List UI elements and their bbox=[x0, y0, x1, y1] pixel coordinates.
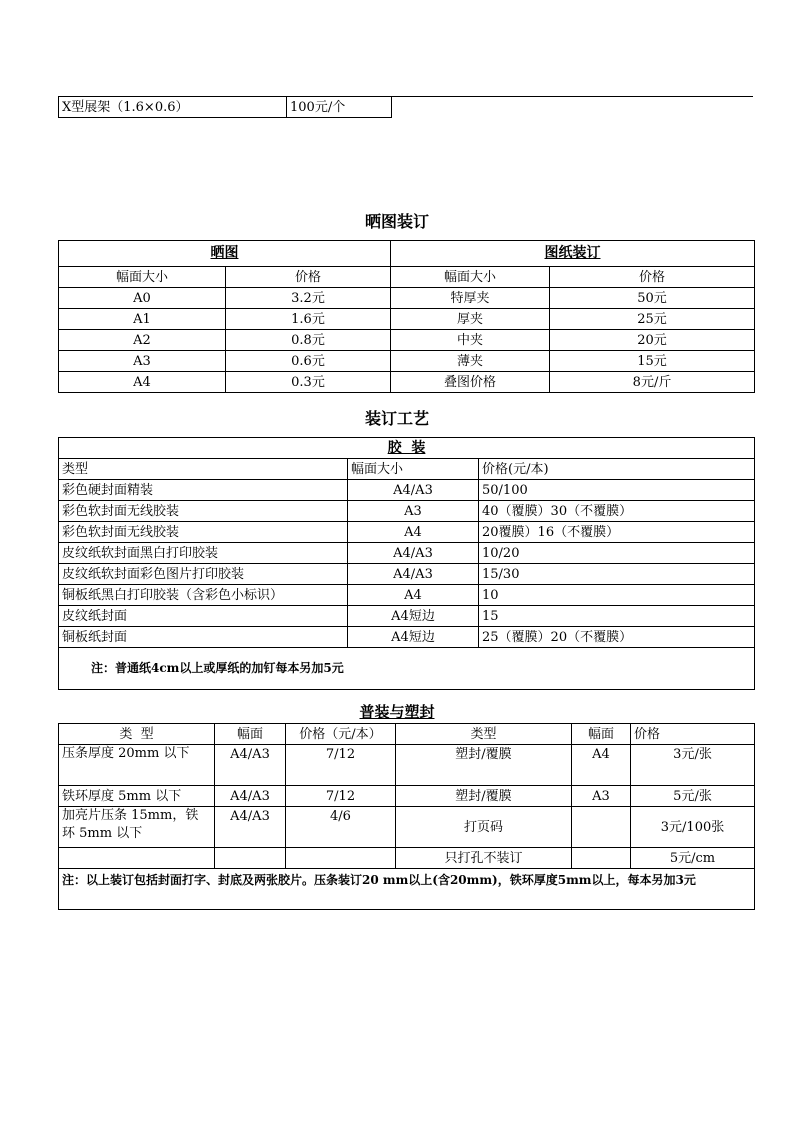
size-cell: A4/A3 bbox=[215, 745, 286, 786]
table-row bbox=[59, 351, 755, 372]
size-cell: A2 bbox=[59, 330, 226, 351]
binding-type-cell: 中夹 bbox=[391, 330, 550, 351]
size-cell: A4短边 bbox=[348, 627, 479, 648]
price-cell: 15/30 bbox=[479, 564, 755, 585]
price-cell: 15 bbox=[479, 606, 755, 627]
type-cell: 塑封/覆膜 bbox=[396, 786, 572, 807]
table-row bbox=[59, 97, 392, 118]
type-cell: 铜板纸黑白打印胶装（含彩色小标识） bbox=[59, 585, 348, 606]
table-row bbox=[59, 267, 755, 288]
top-rule bbox=[390, 96, 753, 97]
type-cell: 皮纹纸软封面彩色图片打印胶装 bbox=[59, 564, 348, 585]
binding-price-cell: 50元 bbox=[550, 288, 755, 309]
table-row bbox=[59, 438, 755, 459]
section-title-general: 普装与塑封 bbox=[359, 703, 435, 721]
col-header: 价格（元/本） bbox=[286, 724, 396, 745]
binding-price-cell: 15元 bbox=[550, 351, 755, 372]
price-cell: 4/6 bbox=[286, 807, 396, 848]
col-header: 类 型 bbox=[59, 724, 215, 745]
table-row bbox=[59, 848, 755, 869]
size-cell: A4短边 bbox=[348, 606, 479, 627]
price-cell: 40（覆膜）30（不覆膜） bbox=[479, 501, 755, 522]
type-cell: 只打孔不装订 bbox=[396, 848, 572, 869]
table-row bbox=[59, 241, 755, 267]
price-cell: 5元/张 bbox=[631, 786, 755, 807]
size-cell: A4 bbox=[348, 522, 479, 543]
size-cell: A0 bbox=[59, 288, 226, 309]
col-header: 价格 bbox=[550, 267, 755, 288]
general-binding-table bbox=[58, 723, 755, 910]
price-cell: 1.6元 bbox=[226, 309, 391, 330]
size-cell: A4/A3 bbox=[348, 480, 479, 501]
price-cell: 3元/100张 bbox=[631, 807, 755, 848]
col-header: 类型 bbox=[396, 724, 572, 745]
col-header: 幅面 bbox=[215, 724, 286, 745]
glue-binding-table bbox=[58, 437, 755, 690]
price-cell: 10/20 bbox=[479, 543, 755, 564]
price-cell: 3.2元 bbox=[226, 288, 391, 309]
table-row bbox=[59, 807, 755, 848]
binding-price-cell: 20元 bbox=[550, 330, 755, 351]
type-cell: 彩色软封面无线胶装 bbox=[59, 522, 348, 543]
price-cell: 25（覆膜）20（不覆膜） bbox=[479, 627, 755, 648]
price-cell: 100元/个 bbox=[287, 97, 392, 118]
table-row bbox=[59, 543, 755, 564]
type-cell: 皮纹纸软封面黑白打印胶装 bbox=[59, 543, 348, 564]
table-row bbox=[59, 330, 755, 351]
size-cell: A4 bbox=[59, 372, 226, 393]
size-cell: A4/A3 bbox=[348, 543, 479, 564]
table-row bbox=[59, 869, 755, 910]
price-cell: 50/100 bbox=[479, 480, 755, 501]
col-header: 价格 bbox=[631, 724, 755, 745]
price-cell: 10 bbox=[479, 585, 755, 606]
price-cell: 20覆膜）16（不覆膜） bbox=[479, 522, 755, 543]
size-cell: A4/A3 bbox=[348, 564, 479, 585]
general-note: 注：以上装订包括封面打字、封底及两张胶片。压条装订20 mm以上(含20mm)，铁环厚度5mm以上，每本另加3元 bbox=[59, 869, 755, 910]
col-header: 价格 bbox=[226, 267, 391, 288]
size-cell: A4 bbox=[572, 745, 631, 786]
table-row bbox=[59, 648, 755, 690]
table-row bbox=[59, 627, 755, 648]
table-row bbox=[59, 606, 755, 627]
binding-type-cell: 叠图价格 bbox=[391, 372, 550, 393]
size-cell: A1 bbox=[59, 309, 226, 330]
binding-price-cell: 8元/斤 bbox=[550, 372, 755, 393]
binding-type-cell: 厚夹 bbox=[391, 309, 550, 330]
type-cell: 压条厚度 20mm 以下 bbox=[59, 745, 215, 786]
size-cell: A3 bbox=[348, 501, 479, 522]
price-cell: 7/12 bbox=[286, 786, 396, 807]
table-row bbox=[59, 288, 755, 309]
price-cell: 0.3元 bbox=[226, 372, 391, 393]
size-cell: A3 bbox=[59, 351, 226, 372]
type-cell: 铜板纸封面 bbox=[59, 627, 348, 648]
binding-type-cell: 特厚夹 bbox=[391, 288, 550, 309]
type-cell: 加亮片压条 15mm，铁环 5mm 以下 bbox=[59, 807, 215, 848]
table-row bbox=[59, 459, 755, 480]
type-cell bbox=[59, 848, 215, 869]
table-row bbox=[59, 501, 755, 522]
table-row bbox=[59, 724, 755, 745]
table-row bbox=[59, 745, 755, 786]
price-cell: 0.6元 bbox=[226, 351, 391, 372]
size-cell bbox=[215, 848, 286, 869]
type-cell: 铁环厚度 5mm 以下 bbox=[59, 786, 215, 807]
table-row bbox=[59, 585, 755, 606]
type-cell: 皮纹纸封面 bbox=[59, 606, 348, 627]
col-header: 价格(元/本) bbox=[479, 459, 755, 480]
table-row bbox=[59, 564, 755, 585]
price-cell bbox=[286, 848, 396, 869]
size-cell: A4/A3 bbox=[215, 807, 286, 848]
size-cell: A3 bbox=[572, 786, 631, 807]
col-header: 幅面大小 bbox=[59, 267, 226, 288]
binding-type-cell: 薄夹 bbox=[391, 351, 550, 372]
top-table bbox=[58, 96, 392, 118]
item-cell: X型展架（1.6×0.6） bbox=[59, 97, 287, 118]
print-binding-table bbox=[58, 240, 755, 393]
section-title-craft: 装订工艺 bbox=[364, 409, 429, 428]
table-row bbox=[59, 786, 755, 807]
price-cell: 0.8元 bbox=[226, 330, 391, 351]
table-row bbox=[59, 522, 755, 543]
table-row bbox=[59, 480, 755, 501]
type-cell: 彩色硬封面精装 bbox=[59, 480, 348, 501]
print-header: 晒图 bbox=[210, 245, 239, 261]
binding-header: 图纸装订 bbox=[544, 245, 601, 261]
price-cell: 5元/cm bbox=[631, 848, 755, 869]
table-row bbox=[59, 309, 755, 330]
glue-note: 注：普通纸4cm以上或厚纸的加钉每本另加5元 bbox=[59, 648, 755, 690]
price-cell: 7/12 bbox=[286, 745, 396, 786]
price-cell: 3元/张 bbox=[631, 745, 755, 786]
col-header: 幅面大小 bbox=[348, 459, 479, 480]
col-header: 类型 bbox=[59, 459, 348, 480]
table-row bbox=[59, 372, 755, 393]
size-cell bbox=[572, 807, 631, 848]
section-title-print: 晒图装订 bbox=[364, 212, 429, 231]
type-cell: 塑封/覆膜 bbox=[396, 745, 572, 786]
binding-price-cell: 25元 bbox=[550, 309, 755, 330]
type-cell: 彩色软封面无线胶装 bbox=[59, 501, 348, 522]
size-cell bbox=[572, 848, 631, 869]
col-header: 幅面 bbox=[572, 724, 631, 745]
type-cell: 打页码 bbox=[396, 807, 572, 848]
col-header: 幅面大小 bbox=[391, 267, 550, 288]
size-cell: A4/A3 bbox=[215, 786, 286, 807]
glue-header: 胶 装 bbox=[387, 439, 426, 456]
size-cell: A4 bbox=[348, 585, 479, 606]
